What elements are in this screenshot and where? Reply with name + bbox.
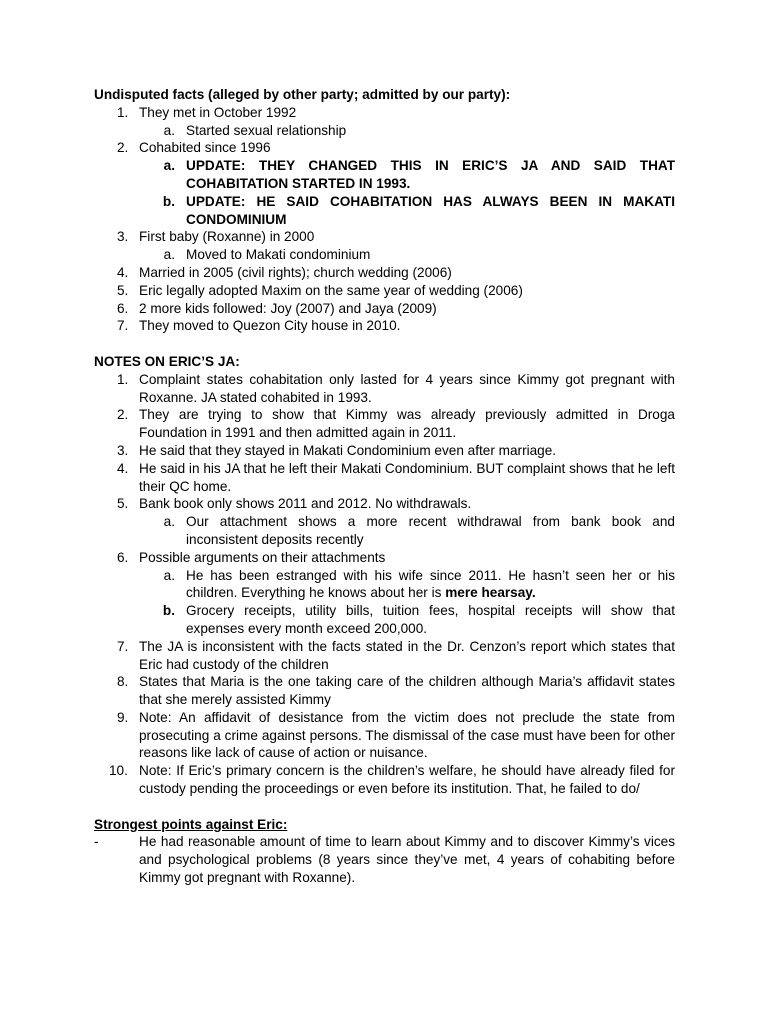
spacer (94, 335, 675, 353)
list-item: 7. They moved to Quezon City house in 2010. (117, 318, 401, 334)
list-item: - He had reasonable amount of time to learn about Kimmy and to discover Kimmy’s vices and psychological problems (8 years since they’ve met, 4 years of cohabiting before Kimmy got pregnant with Roxanne). (94, 834, 675, 886)
list-item: 3. He said that they stayed in Makati Condominium even after marriage. (117, 442, 557, 458)
list-item: 6. Possible arguments on their attachments (117, 549, 386, 565)
sub-list-item: a. Moved to Makati condominium (163, 247, 371, 263)
sub-list-item: a. Our attachment shows a more recent withdrawal from bank book and inconsistent deposits recently (163, 514, 675, 547)
list-item: 6. 2 more kids followed: Joy (2007) and Jaya (2009) (117, 300, 437, 316)
undisputed-facts-heading: Undisputed facts (alleged by other party; admitted by our party): (94, 87, 511, 102)
list-item: 2. They are trying to show that Kimmy was already previously admitted in Droga Foundation in 1991 and then admitted again in 2011. (117, 407, 675, 441)
list-item: 3. First baby (Roxanne) in 2000 (117, 229, 315, 245)
list-item: 10. Note: If Eric’s primary concern is the children’s welfare, he should have already filed for custody pending the proceedings or even before its institution. That, he failed to do/ (109, 763, 675, 797)
list-item: 2. Cohabited since 1996 (117, 140, 271, 156)
sub-list-item: a. Started sexual relationship (163, 122, 347, 138)
list-item: 9. Note: An affidavit of desistance from the victim does not preclude the state from prosecuting a crime against persons. The dismissal of the case must have been for other reasons like lack of cause of action or nuisance. (117, 709, 675, 761)
list-item: 1. They met in October 1992 (117, 104, 297, 120)
sub-list-item: b. UPDATE: HE SAID COHABITATION HAS ALWAYS BEEN IN MAKATI CONDOMINIUM (162, 193, 675, 227)
strongest-points-heading: Strongest points against Eric: (94, 816, 288, 832)
list-item: 5. Bank book only shows 2011 and 2012. No withdrawals. (117, 496, 472, 512)
notes-heading: NOTES ON ERIC’S JA: (94, 353, 240, 369)
list-item: 1. Complaint states cohabitation only lasted for 4 years since Kimmy got pregnant with Roxanne. JA stated cohabited in 1993. (117, 371, 675, 405)
list-item: 8. States that Maria is the one taking care of the children although Maria’s affidavit states that she merely assisted Kimmy (117, 674, 675, 708)
sub-list-item: a. UPDATE: THEY CHANGED THIS IN ERIC’S JA AND SAID THAT COHABITATION STARTED IN 1993. (163, 158, 675, 191)
list-item: 5. Eric legally adopted Maxim on the same year of wedding (2006) (117, 282, 523, 298)
list-item: 4. Married in 2005 (civil rights); church wedding (2006) (117, 264, 452, 280)
sub-list-item: a. He has been estranged with his wife since 2011. He hasn’t seen her or his children. Everything he knows about her is mere hearsay. (163, 567, 675, 601)
list-item: 7. The JA is inconsistent with the facts stated in the Dr. Cenzon’s report which states that Eric had custody of the children (117, 638, 675, 672)
spacer (94, 798, 675, 816)
emphasis-text: mere hearsay. (445, 585, 536, 601)
sub-list-item: b. Grocery receipts, utility bills, tuition fees, hospital receipts will show that expenses every month exceed 200,000. (162, 603, 675, 636)
list-item: 4. He said in his JA that he left their Makati Condominium. BUT complaint shows that he left their QC home. (117, 460, 675, 494)
